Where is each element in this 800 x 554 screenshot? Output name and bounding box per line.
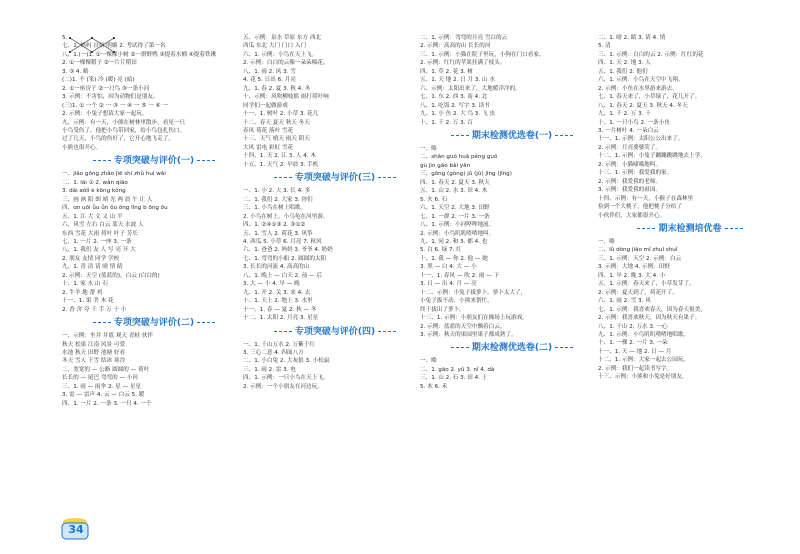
answer-line: 2. 朋友 友情 同学 学校 [62,255,120,262]
answer-line: 一、1. 千山万水 2. 万紫千红 [243,341,315,348]
answer-line: 三、1. 示例：白白的云 2. 示例：红红的花 [598,51,704,58]
answer-line: 十一、1. 树叶 2. 小草 3. 花儿 [243,111,319,118]
section-title-final-advanced: 期末检测培优卷 [598,221,782,237]
answer-line: 2. ①一棵棵稻子 ②一片片稻田 [62,60,137,67]
answer-line: 四、1. 示例：一只小鸟在天上飞。 [243,375,329,382]
answer-line: 九、1. 同 2. 和 3. 都 4. 也 [420,238,488,245]
answer-line: 3. 日 — 出 4. 月 — 亮 [420,281,477,288]
answer-line: 5. 白 6. 绿 7. 红 [420,247,462,254]
answer-line: 七、1. 示例：我喜欢春天，因为春天很美。 [598,306,706,313]
answer-line: 九、1. 千 2. 万 3. 十 [598,111,651,118]
answer-line: 过了几天，小鸟的伤好了，它开心地飞走了。 [62,136,174,143]
answer-line: 2. 示例：我们一起读书写字。 [598,365,673,372]
answer-line: 六、风雪 左右 白云 蓝天 水波 人 [62,222,144,229]
answer-line: 十三、示例：小熊和小兔是好朋友。 [598,374,688,381]
answer-line: 四、1. 一片 2. 一条 3. 一只 4. 一个 [62,400,152,407]
answer-line: 2. 示例：夏天到了，荷花开了。 [598,289,678,296]
answer-line: 十一、1. 示例：太阳公公出来了。 [598,136,684,143]
answer-line: 二、1. lāi ① 2. wǎn qiāo [62,179,128,186]
answer-line: 终于拔出了萝卜。 [420,306,465,313]
answer-line: 十、1. 一只小鸟 2. 一条小鱼 [598,119,670,126]
answer-line: 十四、示例：有一天，小猴子在森林里 [598,195,694,202]
answer-line: 十三、1. 示例：我爱我的家。 [598,170,673,177]
answer-line: 冬天 雪人 下雪 结冰 寒冷 [62,358,126,365]
answer-column-2 [243,34,427,534]
section-title-final-2: 期末检测优选卷(二) [420,340,604,356]
answer-line: 六、1. 示例：小鸟在天空中飞翔。 [598,77,684,84]
answer-line: 五、示例：泉水 草原 东方 西北 [243,35,322,41]
answer-line: 十三、天气 晴天 雨天 阴天 [243,136,310,143]
answer-line: 八、1. 我们 友 人 写 亮 开 大 [62,247,136,254]
answer-line: 三、1. 雨 — 雨伞 2. 星 — 星星 [62,383,142,390]
answer-line: 七、1. 东 2. 西 3. 南 4. 北 [420,94,488,101]
answer-line: 2. 示例：月亮婆婆笑了。 [598,144,662,151]
answer-line: 十一、1. 天 — 地 2. 日 — 月 [598,348,672,355]
answer-line: 六、1. 爸爸 2. 妈妈 3. 爷爷 4. 奶奶 [243,247,333,254]
answer-line: 五、1. 我们 2. 他们 [598,68,648,75]
answer-line: 一、略 [420,358,437,365]
section-title-special-1: 专项突破与评价(一) [62,153,246,169]
answer-line: 八、1.(一)1. ①一棵棵小树 ②一群野鸭 ③提着水桶 ④提着铁锹 [62,51,217,58]
answer-line: 5. 木 6. 禾 [420,383,448,390]
answer-line: 六、1. 天空 2. 大地 3. 田野 [420,205,490,212]
answer-line: 2. 示例：小兔子想请大家一起玩。 [62,111,148,118]
answer-line: 3. 示例：秋天的果园里果子都成熟了。 [420,331,517,338]
answer-line: 七、1. 一片 2. 一座 3. 一条 [62,238,132,245]
answer-line: 六、1. 雨 2. 雪 3. 风 [598,298,651,305]
answer-line: 八、1. 吃饭 2. 写字 3. 读书 [420,102,490,109]
answer-line: 一、示例：坐井 井底 观天 青蛙 伙伴 [62,333,154,340]
answer-line: 九、1. 开 2. 关 3. 来 4. 去 [243,289,311,296]
answer-line: 五、1. 天 地 2. 日 月 3. 山 水 [420,77,495,84]
answer-line: 十、1. 一棵 2. 一片 3. 一朵 [598,340,668,347]
answer-line: 2. 示例：天空 (蓝蓝的)，白云 (白白的) [62,272,160,279]
answer-line: (三)1. ① 一个 ② 一 ③ 一 ④ 一 ⑤ 一 ⑥ 一 [62,102,168,109]
answer-line: gù jìn ɡǎo bǎi yǎn [420,162,471,169]
answer-line: 四、1. 天 2. 地 3. 人 [598,60,651,67]
answer-line: 六、示例：太阳出来了，大地暖洋洋的。 [420,85,521,92]
answer-line: 3. 示例：大地 4. 示例：田野 [598,264,670,271]
answer-line: (二)1. 不 (笨) 冷 (暖) 亮 (暗) [62,77,135,84]
answer-line: 2. 示例：红红的苹果挂满了枝头。 [420,60,506,67]
answer-line: 3. 示例：不害怕，因为动物们是朋友。 [62,94,159,101]
answer-line: 十二、1. 示例：小兔子蹦蹦跳跳地去上学。 [598,153,706,160]
answer-line: 三、画 画 阳 朗 晴 光 两 晨 午 让 人 [62,196,153,203]
answer-line: 二、1. 示例：弯弯的月亮 雪白的云 [420,35,508,41]
answer-line: 四、1. 春天 2. 夏天 3. 秋天 [420,179,490,186]
answer-line: 一、略 [598,238,615,245]
answer-line: 长长的 — 尾巴 弯弯的 — 小河 [62,375,139,382]
answer-line: 一、jiāo ɡōnɡ zhǎo jiē shí zhǔ huì wǎi [62,171,166,178]
answer-line: 九、1. 示例：小鸟叽叽喳喳地唱歌。 [598,331,690,338]
answer-line: 十一、1. 果 美 木 花 [62,298,114,305]
answer-line: 八、1. 春天 2. 夏天 3. 秋天 4. 冬天 [598,102,688,109]
answer-line: 八、1. 晚上 — 白天 2. 前 — 后 [243,272,323,279]
answer-line: 春风 荷花 落叶 雪花 [243,127,294,134]
section-title-special-3: 专项突破与评价(三) [243,170,427,186]
answer-line: 五、1. 示例：春天来了，小草发芽了。 [598,281,695,288]
answer-line: 十、1. 我 — 你 2. 他 — 她 [420,255,488,262]
answer-line: 三、ɡōnɡ (ɡònɡ) jǔ (jù) jìnɡ (jīnɡ) [420,171,512,178]
answer-line: 五、1. 山 2. 水 3. 田 4. 木 [420,188,488,195]
answer-line: 2. 示例：小鸟叽叽喳喳地叫。 [420,230,495,237]
answer-line: 七、1. 春天来了，小草绿了，花儿开了。 [598,94,701,101]
answer-line: 大风 雷电 彩虹 雪花 [243,144,294,151]
answer-line: 九、1. 小 鱼 2. 大 鸟 3. 飞 虫 [420,111,495,118]
answer-line: 3. 三心二意 4. 四面八方 [243,349,304,356]
answer-line: 水池 秋天 田野 池塘 好看 [62,349,126,356]
answer-line: 一、1. 小 2. 大 3. 长 4. 多 [243,188,311,195]
answer-line: 四、1. ②④①③ 2. ③①② [243,222,306,229]
answer-line: 三、1. 山 2. 石 3. 田 4. 土 [420,375,488,382]
page-number: 34 [68,523,84,536]
answer-line: 八、1. 示例：小河哗哗地流。 [420,222,495,229]
answer-line: 4. 西瓜 5. 小草 6. 月亮 7. 秋风 [243,238,322,245]
answer-line: 三、1. 小鸟在树上唱歌。 [243,205,307,212]
answer-line: 十二、春天 夏天 秋天 冬天 [243,119,310,126]
answer-line: 十二、1. 示例：大家一起去公园玩。 [598,357,690,364]
answer-line: 二、1. ɡāo 2. yǔ 3. nǐ 4. dà [420,366,495,373]
answer-line: 捡到一个大桃子，他把桃子分给了 [598,204,682,211]
answer-line: 四、1. 早 2. 晚 3. 大 4. 小 [598,272,666,279]
answer-column-1 [62,34,246,534]
answer-line: 七、1. 弯弯的小船 2. 圆圆的太阳 [243,255,327,262]
answer-column-3 [420,34,604,534]
answer-line: 十二、示例：小兔子拔萝卜，萝卜太大了， [420,289,527,296]
answer-line: 二、1. 小白兔 2. 大灰狼 3. 小松鼠 [243,358,330,365]
answer-line: 二、1. 我们 2. 大家 3. 你们 [243,196,313,203]
answer-line: 七、1. 妈妈 自信 明媚 2. 考试得了第一名 [62,43,166,50]
answer-line: 九、1. 青 清 请 晴 情 睛 [62,264,123,271]
answer-line: 十、1. 天上 2. 地上 3. 水里 [243,298,313,305]
answer-line: 小兔子拔不动，小熊来帮忙， [420,298,493,305]
answer-line: 3. 大 — 小 4. 早 — 晚 [243,281,300,288]
answer-line: 3. ③ 4. 略 [62,68,89,75]
answer-line: 十一、1. 春风 — 吹 2. 雨 — 下 [420,272,500,279]
page-number-badge [60,517,90,541]
answer-line: 3. 雷 — 雷声 4. 云 — 白云 5. 暖 [62,392,145,399]
answer-line: 七、1. 一群 2. 一片 3. 一条 [420,213,490,220]
answer-line: 2. 牛羊 地 帮 鸡 [62,289,103,296]
answer-line: 四、ɑn uǒi ǚu ǚn ǒu ōnɡ lǐnɡ b ōnɡ ōu [62,205,168,212]
answer-line: 同学们一起做游戏 [243,102,288,109]
answer-line: 5. 清 [598,43,611,50]
answer-line: 3. 示例：我爱我的祖国。 [598,187,662,194]
answer-line: 2. 示例：我喜欢秋天，因为秋天有果子。 [598,315,701,322]
answer-line: 十四、1. 天 2. 江 3. 人 4. 木 [243,153,316,160]
answer-line: 5. 火 6. 石 [420,196,448,203]
answer-line: 2. 示例：我爱我的老师。 [598,178,662,185]
answer-line: 二、shān ɡuó huā péng ɡuǒ [420,154,498,161]
section-title-special-2: 专项突破与评价(二) [62,315,246,331]
answer-line: 3. dài aǒlì è kōnɡ kǒnɡ [62,188,126,195]
answer-line: 西瓜 东北 大门 门口 入门 [243,43,307,50]
answer-line: 3. 一片树叶 4. 一朵白云 [598,127,659,134]
answer-line: 2. ①一座房子 ②一只鸟 ③一条小河 [62,85,150,92]
answer-line: 2. 示例：蓝蓝的天空中飘着白云。 [420,323,506,330]
answer-line: 五、1. 江 大 文 义 山 平 [62,213,123,220]
answer-line: 十三、1. 示例：小朋友们在操场上玩游戏。 [420,315,528,322]
answer-line: 六、1. 示例：小鸟在天上飞。 [243,51,318,58]
answer-line: 二、1. 晴 2. 睛 3. 请 4. 情 [598,35,666,41]
answer-line: 小伙伴们，大家都很开心。 [598,212,666,219]
answer-line: 十、1. 千 2. 万 3. 百 [420,119,473,126]
section-title-special-4: 专项突破与评价(四) [243,324,427,340]
answer-line: 九、1. 春 2. 夏 3. 秋 4. 冬 [243,85,311,92]
answer-line: 3. 黑 — 白 4. 大 — 小 [420,264,477,271]
answer-line: 三、1. 示例：小猫在院子里玩，小狗在门口看家。 [420,51,545,58]
answer-line: 小鸟受伤了，他把小鸟带回家，给小鸟包扎伤口。 [62,127,186,134]
answer-line: 2. 示例：一个小朋友在河边玩。 [243,383,323,390]
answer-line: 十五、1. 天气 2. 早晨 3. 手机 [243,161,319,168]
answer-line: 八、1. 千山 2. 万水 3. 一心 [598,323,668,330]
answer-line: 4. 花 5. 日出 6. 月亮 [243,77,296,84]
answer-line: 秋天 松果 江南 风景 可爱 [62,341,126,348]
answer-line: 3. 长长的河流 4. 高高的山 [243,264,310,271]
answer-line: 二、宽宽的 — 公路 圆圆的 — 荷叶 [62,366,150,373]
answer-line: 小熊也很开心。 [62,144,102,151]
answer-line: 2. 小鸟在树上，小乌龟在河里游。 [243,213,329,220]
answer-line: 一、略 [420,145,437,152]
answer-line: 十二、1. 太阳 2. 月亮 3. 星星 [243,315,319,322]
answer-line: 2. 示例：白白的云像一朵朵棉花。 [243,60,329,67]
answer-line: 2. 示例：高高的山 长长的河 [420,43,491,50]
answer-line: 二、lǜ dònɡ jiāo mǐ zhuǐ shuǐ [598,247,678,254]
answer-line: 5. [62,35,68,41]
answer-line: 十一、1. 春 — 夏 2. 秋 — 冬 [243,306,317,313]
answer-line: 十、示例：风吹柳枝摇 雨打荷叶响 [243,94,329,101]
answer-line: 东西 雪花 大雨 荷叶 叶子 芳长 [62,230,139,237]
answer-line: 十、1. 家 水 山 石 [62,281,109,288]
answer-line: 2. 示例：小猫喵喵地叫。 [598,161,662,168]
answer-line: 八、1. 雨 2. 风 3. 雪 [243,68,296,75]
answer-line: 九、示例：有一天，小熊在树林里散步，看见一只 [62,119,186,126]
answer-column-4 [598,34,782,534]
answer-line: 三、1. 示例：天空 2. 示例：白云 [598,255,682,262]
answer-line: 三、1. 雨 2. 雷 3. 电 [243,366,296,373]
answer-line: 2. 示例：小鱼在水里游来游去。 [598,85,678,92]
answer-line: 五、1. 雪人 2. 荷花 3. 风筝 [243,230,313,237]
answer-line: 四、1. 草 2. 花 3. 树 [420,68,473,75]
answer-line: 2. 香 舍 夸 千 手 万 十 小 [62,306,127,313]
section-title-final-1: 期末检测优选卷(一) [420,128,604,144]
